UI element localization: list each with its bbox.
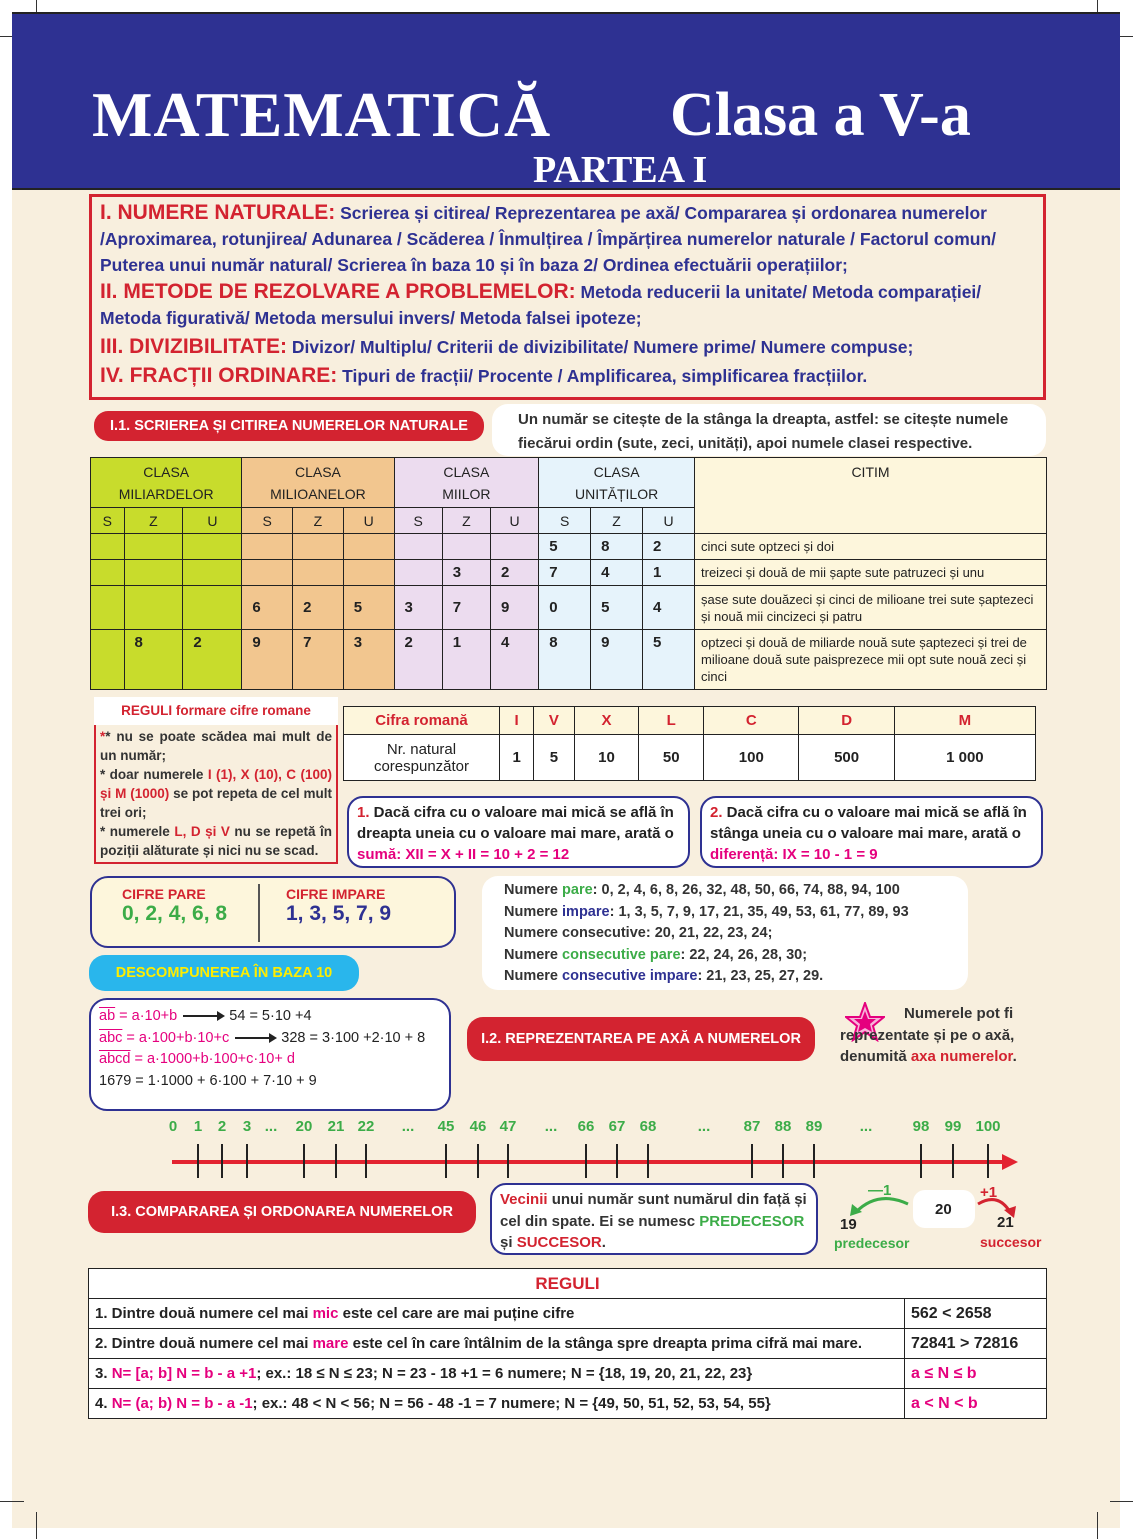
axis-label: 3 xyxy=(242,1118,252,1135)
axis-label: 21 xyxy=(327,1118,345,1135)
predecessor-number: 19 xyxy=(840,1216,857,1233)
table-row: 6 2 5 3 7 9 0 5 4 șase sute douăzeci și cinci de milioane trei sute șaptezeci și nouă mii cincizeci și patru xyxy=(91,586,1047,630)
axis-tick xyxy=(303,1144,305,1178)
center-number: 20 xyxy=(935,1201,952,1218)
reading-rule-note: Un număr se citește de la stânga la dreapta, astfel: se citește numele fiecărui ordin (sute, zeci, unități), apoi numele clasei respective. xyxy=(492,404,1046,456)
neighbor-arrows-icon xyxy=(838,1190,1018,1222)
axis-tick xyxy=(616,1144,618,1178)
axis-label: 1 xyxy=(193,1118,203,1135)
rules-title: REGULI xyxy=(89,1269,1047,1299)
axis-note: Numerele pot fi reprezentate și pe o axă, denumită axa numerelor. xyxy=(840,1005,1017,1065)
roman-header: Cifra romană xyxy=(344,707,500,735)
axis-label: ... xyxy=(859,1118,873,1135)
axis-tick xyxy=(335,1144,337,1178)
header-read: CITIM xyxy=(695,458,1047,534)
axis-tick xyxy=(246,1144,248,1178)
neighbors-note: Vecinii unui număr sunt numărul din față și cel din spate. Ei se numesc PREDECESOR și SUCCESOR. xyxy=(490,1183,818,1255)
axis-tick xyxy=(952,1144,954,1178)
crop-mark xyxy=(1097,1512,1098,1539)
sub-header: S xyxy=(91,508,125,534)
crop-mark xyxy=(1110,1501,1133,1502)
axis-tick xyxy=(365,1144,367,1178)
section-3-pill: I.3. COMPARAREA ȘI ORDONAREA NUMERELOR xyxy=(88,1191,476,1233)
arrow-right-icon xyxy=(235,1037,275,1039)
table-row: 4. N= (a; b) N = b - a -1; ex.: 48 < N < 56; N = 56 - 48 -1 = 7 numere; N = {49, 50, 51, 52, 53, 54, 55} a < N < b xyxy=(89,1389,1047,1419)
roman-rules-box xyxy=(94,697,338,867)
reading-text: șase sute douăzeci și cinci de milioane trei sute șaptezeci și nouă mii cincizeci și patru xyxy=(695,586,1047,630)
sub-header: Z xyxy=(124,508,183,534)
decomposition-pill: DESCOMPUNEREA ÎN BAZA 10 xyxy=(89,955,359,991)
page-title: MATEMATICĂ xyxy=(92,79,552,150)
parity-box xyxy=(90,876,456,948)
axis-tick xyxy=(477,1144,479,1178)
number-classes-table xyxy=(90,457,1047,690)
sub-header: Z xyxy=(293,508,344,534)
topic-4: IV. FRACȚII ORDINARE: Tipuri de fracții/ Procente / Amplificarea, simplificarea fracțiilor. xyxy=(100,364,868,387)
odd-digits-label: CIFRE IMPARE xyxy=(286,886,386,902)
roman-rules-body: ** nu se poate scădea mai mult de un număr; * doar numerele I (1), X (10), C (100) și M (1000) se pot repeta de cel mult trei ori; * numerele L, D și V nu se repetă în poziții alăturate și nici nu se scad. xyxy=(94,725,338,864)
sub-header: U xyxy=(643,508,695,534)
axis-label: 66 xyxy=(577,1118,595,1135)
axis-label: 2 xyxy=(217,1118,227,1135)
table-row: 5 8 2 cinci sute optzeci și doi xyxy=(91,534,1047,560)
crop-mark xyxy=(36,1512,37,1539)
axis-label: 68 xyxy=(639,1118,657,1135)
natural-number-label: Nr. natural corespunzător xyxy=(344,735,500,781)
reading-text: optzeci și două de miliarde nouă sute șaptezeci și trei de milioane două sute paisprezece mii opt sute nouă zeci și cinci xyxy=(695,630,1047,690)
sub-header: U xyxy=(183,508,242,534)
axis-label: 20 xyxy=(295,1118,313,1135)
decomposition-box: $\overline{ab} = a\cdot 10+b$ 54 = 5·10 +4 $\overline{abc} = a\cdot 100+b\cdot 10+c$ 328 = 3·100 +2·10 + 8 abcd = a·1000+b·100+c·10+ d 1679 = 1·1000 + 6·100 + 7·10 + 9 xyxy=(89,998,451,1111)
arrow-right-icon xyxy=(183,1015,223,1017)
reading-text: cinci sute optzeci și doi xyxy=(695,534,1047,560)
topic-1: I. NUMERE NATURALE: Scrierea și citirea/ Reprezentarea pe axă/ Compararea și ordonarea numerelor /Aproximarea, rotunjirea/ Adunarea / Scăderea / Înmulțirea / Împărțirea numerelor naturale / Factorul comun/ Puterea unui număr natural/ Scrierea în baza 10 și în baza 2/ Ordinea efectuării operațiilor; xyxy=(100,201,997,275)
axis-tick xyxy=(197,1144,199,1178)
section-2-pill: I.2. REPREZENTAREA PE AXĂ A NUMERELOR xyxy=(467,1017,815,1061)
axis-label: ... xyxy=(697,1118,711,1135)
even-digits-label: CIFRE PARE xyxy=(122,886,206,902)
number-axis xyxy=(172,1160,1004,1164)
axis-label: 67 xyxy=(608,1118,626,1135)
minus-one: —1 xyxy=(868,1182,892,1199)
successor-number: 21 xyxy=(997,1214,1014,1231)
topics-box xyxy=(89,194,1046,400)
axis-label: ... xyxy=(544,1118,558,1135)
table-row: 1. Dintre două numere cel mai mic este cel care are mai puține cifre 562 < 2658 xyxy=(89,1299,1047,1329)
axis-arrow-icon xyxy=(1002,1154,1018,1170)
axis-label: 98 xyxy=(912,1118,930,1135)
successor-label: succesor xyxy=(980,1234,1042,1250)
part-title: PARTEA I xyxy=(533,149,708,191)
divider xyxy=(258,884,260,942)
axis-tick xyxy=(647,1144,649,1178)
axis-label: 99 xyxy=(944,1118,962,1135)
axis-tick xyxy=(782,1144,784,1178)
roman-numerals-table: Cifra romană I V X L C D M Nr. natural corespunzător 1 5 10 50 100 500 1 000 xyxy=(343,706,1036,781)
sub-header: U xyxy=(490,508,538,534)
header-millions: CLASA MILIOANELOR xyxy=(242,458,394,508)
reading-text: treizeci și două de mii șapte sute patruzeci și unu xyxy=(695,560,1047,586)
table-row: 3 2 7 4 1 treizeci și două de mii șapte sute patruzeci și unu xyxy=(91,560,1047,586)
sub-header: S xyxy=(242,508,293,534)
axis-tick xyxy=(445,1144,447,1178)
axis-tick xyxy=(751,1144,753,1178)
sub-header: S xyxy=(394,508,442,534)
axis-label: 87 xyxy=(743,1118,761,1135)
axis-label: 47 xyxy=(499,1118,517,1135)
header-thousands: CLASA MIILOR xyxy=(394,458,539,508)
odd-digits: 1, 3, 5, 7, 9 xyxy=(286,902,392,925)
table-row: 3. N= [a; b] N = b - a +1; ex.: 18 ≤ N ≤ 23; N = 23 - 18 +1 = 6 numere; N = {18, 19, 20, 21, 22, 23} a ≤ N ≤ b xyxy=(89,1359,1047,1389)
axis-tick xyxy=(920,1144,922,1178)
axis-tick xyxy=(813,1144,815,1178)
comparison-rules-table xyxy=(88,1268,1047,1419)
axis-label: 46 xyxy=(469,1118,487,1135)
axis-label: 22 xyxy=(357,1118,375,1135)
roman-rules-title: REGULI formare cifre romane xyxy=(94,697,338,725)
roman-sum-rule: 1. Dacă cifra cu o valoare mai mică se află în dreapta uneia cu o valoare mai mare, arată o sumă: XII = X + II = 10 + 2 = 12 xyxy=(347,796,690,868)
crop-mark xyxy=(0,1501,24,1502)
table-row: 8 2 9 7 3 2 1 4 8 9 5 optzeci și două de miliarde nouă sute șaptezeci și trei de milioane două sute paisprezece mii opt sute nouă zeci și cinci xyxy=(91,630,1047,690)
plus-one: +1 xyxy=(980,1184,998,1201)
axis-tick xyxy=(221,1144,223,1178)
sub-header: U xyxy=(343,508,394,534)
axis-label: 45 xyxy=(437,1118,455,1135)
topic-2: II. METODE DE REZOLVARE A PROBLEMELOR: Metoda reducerii la unitate/ Metoda comparației/ Metoda figurativă/ Metoda mersului invers/ Metoda falsei ipoteze; xyxy=(100,280,982,328)
sub-header: Z xyxy=(442,508,490,534)
table-row: 2. Dintre două numere cel mai mare este cel în care întâlnim de la stânga spre dreapta prima cifră mai mare. 72841 > 72816 xyxy=(89,1329,1047,1359)
sub-header: Z xyxy=(591,508,643,534)
section-1-pill: I.1. SCRIEREA ȘI CITIREA NUMERELOR NATURALE xyxy=(94,411,484,441)
axis-label: ... xyxy=(401,1118,415,1135)
axis-label: 88 xyxy=(774,1118,792,1135)
axis-label: 100 xyxy=(975,1118,1001,1135)
even-digits: 0, 2, 4, 6, 8 xyxy=(122,902,228,925)
header-units: CLASA UNITĂȚILOR xyxy=(539,458,695,508)
axis-label: 89 xyxy=(805,1118,823,1135)
number-types-list: Numere pare: 0, 2, 4, 6, 8, 26, 32, 48, 50, 66, 74, 88, 94, 100 Numere impare: 1, 3, 5, 7, 9, 17, 21, 35, 49, 53, 61, 77, 89, 93 Numere consecutive: 20, 21, 22, 23, 24; Numere consecutive pare: 22, 24, 26, 28, 30; Numere consecutive impare: 21, 23, 25, 27, 29. xyxy=(482,876,968,990)
axis-tick xyxy=(585,1144,587,1178)
axis-label: 0 xyxy=(168,1118,178,1135)
topic-3: III. DIVIZIBILITATE: Divizor/ Multiplu/ Criterii de divizibilitate/ Numere prime/ Numere compuse; xyxy=(100,335,914,358)
roman-difference-rule: 2. Dacă cifra cu o valoare mai mică se află în stânga uneia cu o valoare mai mare, arată o diferență: IX = 10 - 1 = 9 xyxy=(700,796,1043,868)
header-billions: CLASA MILIARDELOR xyxy=(91,458,242,508)
predecessor-label: predecesor xyxy=(834,1235,910,1251)
class-title: Clasa a V-a xyxy=(670,81,971,149)
axis-tick xyxy=(987,1144,989,1178)
axis-label: ... xyxy=(264,1118,278,1135)
sub-header: S xyxy=(539,508,591,534)
axis-tick xyxy=(507,1144,509,1178)
